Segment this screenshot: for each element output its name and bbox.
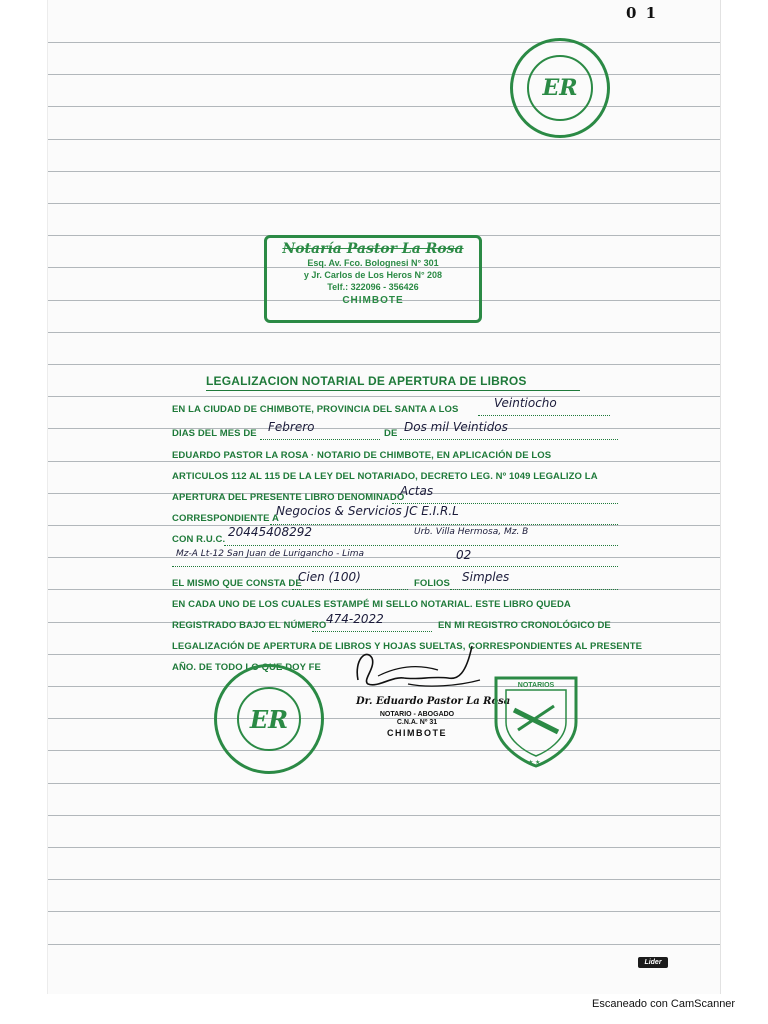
ruled-line xyxy=(48,364,720,365)
notary-signature xyxy=(348,636,488,696)
notary-cna: C.N.A. Nº 31 xyxy=(396,719,438,726)
doc-line-7: CON R.U.C. xyxy=(172,534,226,545)
dotted-blank xyxy=(270,524,618,525)
college-shield-seal xyxy=(488,670,584,770)
ruled-line xyxy=(48,332,720,333)
svg-text:★ ★: ★ ★ xyxy=(528,760,541,766)
title-underline xyxy=(206,390,580,391)
doc-line-9a: EL MISMO QUE CONSTA DE xyxy=(172,578,302,589)
shield-top-text: NOTARIOS xyxy=(517,682,555,689)
doc-line-13: AÑO. DE TODO LO QUE DOY FE xyxy=(172,662,321,673)
doc-line-1: EN LA CIUDAD DE CHIMBOTE, PROVINCIA DEL SANTA A LOS xyxy=(172,404,459,415)
ruled-line xyxy=(48,557,720,558)
ruled-line xyxy=(48,42,720,43)
handwritten-day: Veintiocho xyxy=(494,396,557,410)
doc-line-2a: DIAS DEL MES DE xyxy=(172,428,257,439)
dotted-blank xyxy=(478,415,610,416)
notary-round-seal xyxy=(214,664,324,774)
ruled-line xyxy=(48,106,720,107)
document-title: LEGALIZACION NOTARIAL DE APERTURA DE LIBROS xyxy=(206,374,527,388)
ruled-line xyxy=(48,171,720,172)
doc-line-10: EN CADA UNO DE LOS CUALES ESTAMPÉ MI SELLO NOTARIAL. ESTE LIBRO QUEDA xyxy=(172,599,571,610)
seal-monogram: ER xyxy=(249,704,289,734)
dotted-blank xyxy=(312,631,432,632)
top-right-seal: ER xyxy=(510,38,610,138)
handwritten-book-name: Actas xyxy=(400,484,434,498)
doc-line-11a: REGISTRADO BAJO EL NÚMERO xyxy=(172,620,327,631)
ruled-line xyxy=(48,750,720,751)
ruled-line xyxy=(48,783,720,784)
ruled-line xyxy=(48,139,720,140)
doc-line-11b: EN MI REGISTRO CRONOLÓGICO DE xyxy=(438,620,611,631)
ruled-line xyxy=(48,944,720,945)
handwritten-folios: Cien (100) xyxy=(298,570,361,584)
ruled-line xyxy=(48,74,720,75)
doc-line-2b: DE xyxy=(384,428,398,439)
dotted-blank xyxy=(292,589,408,590)
ruled-line xyxy=(48,622,720,623)
scanner-footer: Escaneado con CamScanner xyxy=(592,998,736,1010)
dotted-blank xyxy=(450,589,618,590)
notebook-page xyxy=(48,0,720,994)
handwritten-register-number: 474-2022 xyxy=(326,612,384,626)
handwritten-month: Febrero xyxy=(268,420,315,434)
ruled-line xyxy=(48,911,720,912)
doc-line-3: EDUARDO PASTOR LA ROSA · NOTARIO DE CHIMBOTE, EN APLICACIÓN DE LOS xyxy=(172,450,552,461)
ruled-line xyxy=(48,396,720,397)
handwritten-book-number: 02 xyxy=(456,548,472,562)
notary-name: Dr. Eduardo Pastor La Rosa xyxy=(356,696,511,707)
handwritten-company: Negocios & Servicios JC E.I.R.L xyxy=(276,504,459,518)
doc-line-4: ARTICULOS 112 AL 115 DE LA LEY DEL NOTARIADO, DECRETO LEG. Nº 1049 LEGALIZO LA xyxy=(172,471,598,482)
stamp-phone: Telf.: 322096 - 356426 xyxy=(327,282,419,292)
doc-line-5: APERTURA DEL PRESENTE LIBRO DENOMINADO xyxy=(172,492,405,503)
handwritten-address-2: Mz-A Lt-12 San Juan de Lurigancho - Lima xyxy=(176,549,364,559)
ruled-line xyxy=(48,815,720,816)
ruled-line xyxy=(48,525,720,526)
dotted-blank xyxy=(224,545,618,546)
doc-line-6: CORRESPONDIENTE A xyxy=(172,513,279,524)
ruled-line xyxy=(48,847,720,848)
brand-tag: Lider xyxy=(638,957,668,968)
stamp-city: CHIMBOTE xyxy=(342,295,404,306)
doc-line-12: LEGALIZACIÓN DE APERTURA DE LIBROS Y HOJAS SUELTAS, CORRESPONDIENTES AL PRESENTE xyxy=(172,641,643,652)
page-number: 0 1 xyxy=(626,4,659,22)
ruled-line xyxy=(48,461,720,462)
stamp-address-line1: Esq. Av. Fco. Bolognesi N° 301 xyxy=(307,258,439,268)
doc-line-9b: FOLIOS xyxy=(414,578,450,589)
dotted-blank xyxy=(260,439,380,440)
handwritten-folio-type: Simples xyxy=(462,570,510,584)
stamp-notary-name: Notaría Pastor La Rosa xyxy=(282,241,464,257)
notary-city: CHIMBOTE xyxy=(387,728,447,738)
notary-address-stamp xyxy=(264,235,482,323)
stamp-address-line2: y Jr. Carlos de Los Heros N° 208 xyxy=(303,270,443,280)
handwritten-address-1: Urb. Villa Hermosa, Mz. B xyxy=(414,527,529,537)
handwritten-year: Dos mil Veintidos xyxy=(404,420,508,434)
dotted-blank xyxy=(172,566,618,567)
dotted-blank xyxy=(400,439,618,440)
notary-role xyxy=(372,711,462,727)
handwritten-ruc: 20445408292 xyxy=(228,525,312,539)
ruled-line xyxy=(48,203,720,204)
ruled-line xyxy=(48,879,720,880)
notary-role-text: NOTARIO - ABOGADO xyxy=(379,711,455,718)
